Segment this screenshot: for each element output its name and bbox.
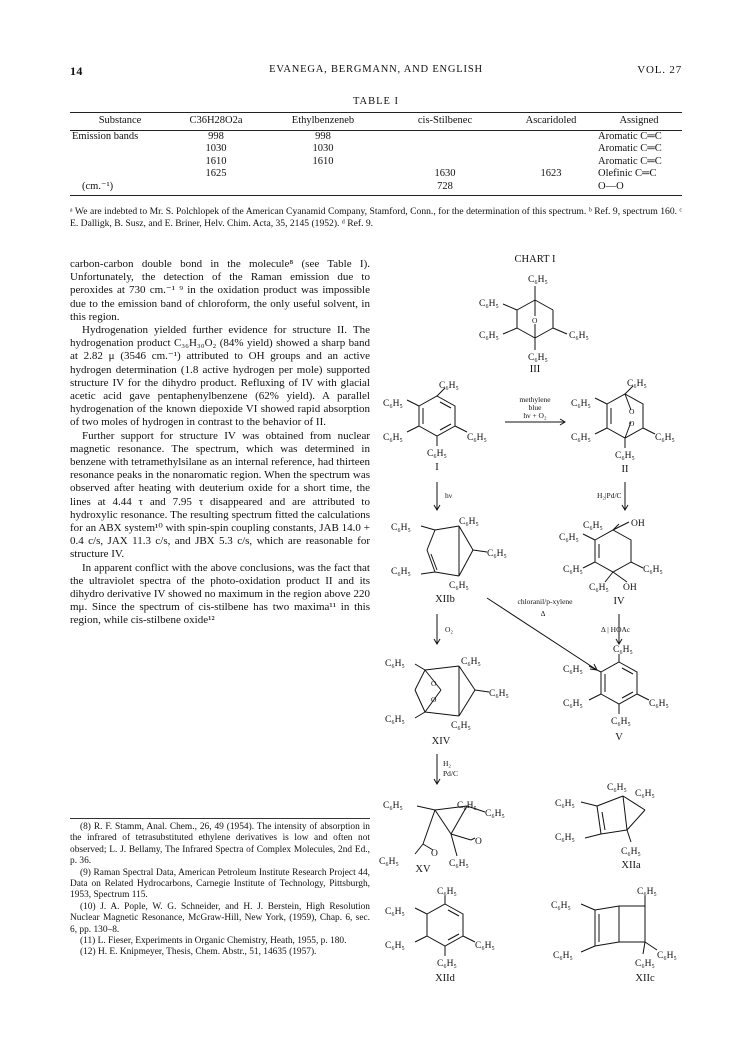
table-cell bbox=[384, 130, 506, 143]
iv-ph-left: C₆H₅ bbox=[559, 533, 579, 543]
volume-label: VOL. 27 bbox=[637, 64, 682, 76]
iv-oh-top: OH bbox=[631, 519, 645, 529]
page-header bbox=[70, 64, 682, 80]
xv-ph-bottom: C₆H₅ bbox=[449, 859, 469, 869]
col-cis-stilbene: cis-Stilbenec bbox=[384, 113, 506, 131]
i-ph-right: C₆H₅ bbox=[467, 433, 487, 443]
table-cell bbox=[506, 181, 596, 196]
xiv-ph-left: C₆H₅ bbox=[385, 659, 405, 669]
label-v: V bbox=[615, 732, 623, 743]
label-xiib: XIIb bbox=[435, 594, 455, 605]
table-cell bbox=[384, 156, 506, 169]
table-cell bbox=[506, 143, 596, 156]
table-cell bbox=[262, 181, 384, 196]
xiv-ph-bottom: C₆H₅ bbox=[451, 721, 471, 731]
compound-v-structure bbox=[589, 654, 649, 714]
iii-ph-bottom: C₆H₅ bbox=[528, 353, 548, 363]
xiv-ph-right: C₆H₅ bbox=[489, 689, 509, 699]
i-ph-left: C₆H₅ bbox=[383, 399, 403, 409]
label-iv: IV bbox=[613, 596, 625, 607]
reagent-delta: Δ bbox=[540, 609, 546, 618]
v-ph-top: C₆H₅ bbox=[613, 645, 633, 655]
col-assigned: Assigned bbox=[596, 113, 682, 131]
iv-ph-right: C₆H₅ bbox=[643, 565, 663, 575]
v-ph-bottom: C₆H₅ bbox=[611, 717, 631, 727]
table-cell bbox=[506, 156, 596, 169]
compound-xiib-structure bbox=[421, 526, 487, 576]
reagent-methylene: methylene bbox=[519, 395, 551, 404]
footnote: (11) L. Fieser, Experiments in Organic Chemistry, Heath, 1955, p. 180. bbox=[80, 936, 347, 947]
ii-ph-bottom: C₆H₅ bbox=[615, 451, 635, 461]
i-ph-top: C₆H₅ bbox=[439, 381, 459, 391]
footnotes bbox=[70, 818, 370, 959]
v-ph-left: C₆H₅ bbox=[563, 665, 583, 675]
table-cell: Emission bands bbox=[72, 130, 139, 142]
ii-oxygen-1: O bbox=[629, 407, 635, 416]
ii-oxygen-2: O bbox=[629, 419, 635, 428]
table-row bbox=[70, 156, 682, 169]
reagent-h2: H₂ bbox=[443, 759, 452, 768]
ii-ph-left2: C₆H₅ bbox=[571, 433, 591, 443]
table-cell bbox=[384, 143, 506, 156]
table-cell: Aromatic C═C bbox=[598, 143, 662, 154]
xiic-ph-top: C₆H₅ bbox=[637, 887, 657, 897]
compound-xiia-structure bbox=[581, 796, 645, 842]
chart-title: CHART I bbox=[514, 254, 556, 265]
xiid-ph-top: C₆H₅ bbox=[437, 887, 457, 897]
table-header-row bbox=[70, 113, 682, 131]
table-row bbox=[70, 168, 682, 181]
reagent-hv-o2: hν + O₂ bbox=[523, 411, 547, 420]
xiia-ph-left: C₆H₅ bbox=[555, 799, 575, 809]
ii-ph-top: C₆H₅ bbox=[627, 379, 647, 389]
reagent-o2: O₂ bbox=[445, 625, 454, 634]
label-xv: XV bbox=[415, 864, 431, 875]
table-cell: 1623 bbox=[540, 168, 562, 179]
ii-ph-right: C₆H₅ bbox=[655, 433, 675, 443]
label-xiic: XIIc bbox=[635, 973, 655, 984]
table-cell: 1610 bbox=[205, 155, 227, 167]
xiic-ph-left: C₆H₅ bbox=[551, 901, 571, 911]
xiic-ph-right: C₆H₅ bbox=[657, 951, 677, 961]
table-cell: 998 bbox=[315, 130, 331, 142]
table-cell: 728 bbox=[384, 181, 506, 196]
compound-i-structure bbox=[407, 388, 467, 446]
page-number: 14 bbox=[70, 64, 83, 78]
reagent-hv: hν bbox=[445, 491, 453, 500]
xiid-ph-bottom: C₆H₅ bbox=[437, 959, 457, 969]
compound-iv-structure bbox=[583, 522, 643, 582]
xiv-ph-left2: C₆H₅ bbox=[385, 715, 405, 725]
table-cell bbox=[262, 168, 384, 181]
xiid-ph-left: C₆H₅ bbox=[385, 907, 405, 917]
iv-oh-bottom: OH bbox=[623, 583, 637, 593]
reagent-pdc: Pd/C bbox=[443, 769, 459, 778]
v-ph-right: C₆H₅ bbox=[649, 699, 669, 709]
compound-xiid-structure bbox=[415, 896, 475, 956]
xiia-ph-top: C₆H₅ bbox=[607, 783, 627, 793]
reagent-hoac: Δ | HOAc bbox=[601, 625, 631, 634]
compound-xiic-structure bbox=[581, 896, 657, 954]
table-cell: O—O bbox=[596, 181, 682, 196]
col-substance: Substance bbox=[70, 113, 170, 131]
table-cell: Aromatic C═C bbox=[598, 130, 662, 142]
table-cell: 1030 bbox=[312, 143, 334, 154]
label-i: I bbox=[435, 462, 439, 473]
iv-ph-top: C₆H₅ bbox=[583, 521, 603, 531]
raman-table bbox=[70, 112, 682, 196]
iii-ph-left: C₆H₅ bbox=[479, 299, 499, 309]
xiib-ph-right: C₆H₅ bbox=[487, 549, 507, 559]
table-cell bbox=[70, 143, 170, 156]
xiic-ph-bottom: C₆H₅ bbox=[635, 959, 655, 969]
table-cell bbox=[506, 130, 596, 143]
iii-ph-left2: C₆H₅ bbox=[479, 331, 499, 341]
footnote: (12) H. E. Knipmeyer, Thesis, Chem. Abstr., 51, 14635 (1957). bbox=[80, 947, 317, 958]
iv-ph-bottom: C₆H₅ bbox=[589, 583, 609, 593]
xiia-ph-top2: C₆H₅ bbox=[635, 789, 655, 799]
i-ph-bottom: C₆H₅ bbox=[427, 449, 447, 459]
reagent-h2-pdc: H₂|Pd/C bbox=[597, 491, 622, 500]
compound-ii-structure bbox=[595, 386, 655, 448]
reaction-scheme-svg bbox=[375, 250, 705, 1040]
xiic-ph-left2: C₆H₅ bbox=[553, 951, 573, 961]
col-ascaridole: Ascaridoled bbox=[506, 113, 596, 131]
table-cell: (cm.⁻¹) bbox=[70, 181, 170, 196]
v-ph-left2: C₆H₅ bbox=[563, 699, 583, 709]
xv-ph-left: C₆H₅ bbox=[383, 801, 403, 811]
paragraph: carbon-carbon double bond in the molecule⁸ (see Table I). Unfortunately, the detection of the Raman emission due to peroxides at 730 cm.⁻¹ ⁹ in the oxidation product was impossible due to the emission band of chloroform, the only useful solvent, in this region. bbox=[70, 258, 370, 323]
xiib-ph-left: C₆H₅ bbox=[391, 523, 411, 533]
paragraph: Hydrogenation yielded further evidence for structure II. The hydrogenation product C₃₆H₃₀O₂ (84% yield) showed a sharp band at 2.82 μ (3546 cm.⁻¹) attributed to OH groups and an active hydrogen determination (1.8 active hydrogen per mole) supported structure IV for the dihydro product. Refluxing of IV with glacial acetic acid gave pentaphenylbenzene (62% yield). A parallel hydrogenation of the known diepoxide VI showed rapid absorption of two moles of hydrogen in contrast to the behavior of II. bbox=[70, 324, 370, 429]
xv-ph-top: C₆H₅ bbox=[457, 801, 477, 811]
label-ii: II bbox=[621, 464, 629, 475]
xiid-ph-left2: C₆H₅ bbox=[385, 941, 405, 951]
xiv-oxygen-2: O bbox=[431, 695, 437, 704]
table-cell: 998 bbox=[208, 130, 224, 142]
running-title: EVANEGA, BERGMANN, AND ENGLISH bbox=[269, 64, 483, 75]
chart-i-scheme bbox=[375, 250, 705, 1040]
xv-oxygen-left: O bbox=[431, 849, 438, 859]
table-footnote: ᵃ We are indebted to Mr. S. Polchlopek of the American Cyanamid Company, Stamford, Conn., for the determination of this spectrum. ᵇ Ref. 9, spectrum 160. ᶜ E. Dalligk, B. Susz, and E. Briner, Helv. Chim. Acta, 35, 2145 (1952). ᵈ Ref. 9. bbox=[70, 206, 682, 229]
table-row bbox=[70, 181, 682, 196]
xiib-ph-left2: C₆H₅ bbox=[391, 567, 411, 577]
reagent-blue: blue bbox=[528, 403, 542, 412]
iii-ph-top: C₆H₅ bbox=[528, 275, 548, 285]
table-cell: 1030 bbox=[205, 143, 227, 154]
paragraph: Further support for structure IV was obtained from nuclear magnetic resonance. The spectrum, which was determined in benzene with tetramethylsilane as an internal reference, had thirteen resonance peaks in the nonaromatic region. When the spectrum was observed after heating with deuterium oxide for a short time, the lines at 4.44 τ and 7.95 τ disappeared and are attributed to hydroxylic resonance. The resulting spectrum fitted the calculations for an ABX system¹⁰ with spin-spin coupling constants, JAB 14.0 + 0.4 c/s, JAX 11.3 c/s, and JBX 5.3 c/s, which are reasonable for structure IV. bbox=[70, 429, 370, 561]
table-cell: Aromatic C═C bbox=[598, 155, 662, 167]
xiib-ph-top: C₆H₅ bbox=[459, 517, 479, 527]
table-cell: 1625 bbox=[205, 168, 227, 179]
iii-ph-right: C₆H₅ bbox=[569, 331, 589, 341]
compound-xiv-structure bbox=[415, 664, 489, 718]
xv-oxygen-right: O bbox=[475, 837, 482, 847]
table-cell bbox=[170, 181, 262, 196]
table-cell: Olefinic C═C bbox=[598, 168, 657, 179]
label-iii: III bbox=[529, 364, 541, 375]
footnote: (9) Raman Spectral Data, American Petroleum Institute Research Project 44, Data on Related Hydrocarbons, Carnegie Institute of Technology, Pittsburgh, 1953, Spectrum 115. bbox=[70, 867, 370, 901]
i-ph-left2: C₆H₅ bbox=[383, 433, 403, 443]
table-cell: 1610 bbox=[312, 155, 334, 167]
compound-xv-structure bbox=[415, 806, 485, 856]
table-cell bbox=[70, 168, 170, 181]
xiia-ph-bottom: C₆H₅ bbox=[621, 847, 641, 857]
footnote: (8) R. F. Stamm, Anal. Chem., 26, 49 (1954). The intensity of absorption in the infrared of tetrasubstituted ethylene derivatives is low and often not observed; L. J. Bellamy, The Infrared Spectra of Complex Molecules, 2nd Ed., p. 36. bbox=[70, 822, 370, 867]
xiv-ph-top: C₆H₅ bbox=[461, 657, 481, 667]
xiia-ph-left2: C₆H₅ bbox=[555, 833, 575, 843]
label-xiv: XIV bbox=[431, 736, 451, 747]
xiib-ph-bottom: C₆H₅ bbox=[449, 581, 469, 591]
table-row bbox=[70, 143, 682, 156]
ii-ph-left: C₆H₅ bbox=[571, 399, 591, 409]
xv-ph-right: C₆H₅ bbox=[485, 809, 505, 819]
footnote: (10) J. A. Pople, W. G. Schneider, and H. J. Berstein, High Resolution Nuclear Magnetic Resonance, McGraw-Hill, New York, (1959), Chap. 6, sec. 6, pp. 130–8. bbox=[70, 901, 370, 935]
paragraph: In apparent conflict with the above conclusions, was the fact that the ultraviolet spectra of the photo-oxidation product II and its dihydro derivative IV showed no maximum in the region above 220 mμ. Since the spectrum of cis-stilbene has two maxima¹¹ in this region, while cis-stilbene oxide¹² bbox=[70, 561, 370, 627]
xv-ph-left2: C₆H₅ bbox=[379, 857, 399, 867]
label-xiia: XIIa bbox=[621, 860, 641, 871]
xiid-ph-right: C₆H₅ bbox=[475, 941, 495, 951]
reagent-chloranil: chloranil/p-xylene bbox=[517, 597, 573, 606]
body-text bbox=[70, 258, 370, 628]
iii-oxygen: O bbox=[532, 316, 538, 325]
table-row bbox=[70, 130, 682, 143]
col-c36h28o2: C36H28O2a bbox=[170, 113, 262, 131]
table-cell bbox=[70, 156, 170, 169]
table-cell: 1630 bbox=[434, 168, 456, 179]
xiv-oxygen-1: O bbox=[431, 679, 437, 688]
iv-ph-left2: C₆H₅ bbox=[563, 565, 583, 575]
table-title: TABLE I bbox=[352, 96, 400, 107]
label-xiid: XIId bbox=[435, 973, 455, 984]
col-ethylbenzene: Ethylbenzeneb bbox=[262, 113, 384, 131]
